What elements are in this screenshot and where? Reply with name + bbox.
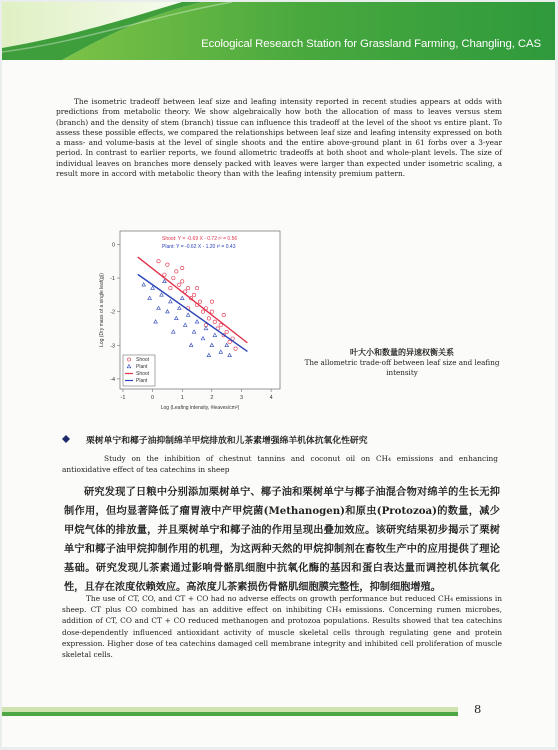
y-axis-label: Log (Dry mass of a single leaf(g)) bbox=[99, 273, 105, 347]
x-axis-label: Log (Leafing intensity, #leaves/cm²) bbox=[160, 405, 240, 411]
chinese-paragraph: 研究发现了日粮中分别添加栗树单宁、椰子油和栗树单宁与椰子油混合物对绵羊的生长无抑制作用，但均显著降低了瘤胃液中产甲烷菌(Methanogen)和原虫(Protozoa)的数量，减少甲烷气体的排放量，并且栗树单宁和椰子油的作用呈现出叠加效应。该研究结果初步揭示了栗树单宁和椰子油甲烷抑制作用的机理，为这两种天然的甲烷抑制剂在畜牧生产中的应用提供了理论基础。研究发现儿茶素通过影响骨骼肌细胞中抗氧化酶的基因和蛋白表达量而调控机体抗氧化性，且存在浓度依赖效应。高浓度儿茶素损伤骨骼肌细胞膜完整性，抑制细胞增殖。 bbox=[64, 486, 500, 593]
intro-paragraph: The isometric tradeoff between leaf size and leafing intensity reported in recent studies appears at odds with predictions from metabolic theory. We show algebraically how both the allocation of mass to leaves versus stem (branch) and the density of stem (branch) tissue can influence this tradeoff at the level of the shoot vs entire plant. To assess these possible effects, we compared the relationships between leaf size and leafing intensity expressed on both a mass- and volume-basis at the level of single shoots and the entire above-ground plant in 61 forbs over a 3-year period. In contrast to earlier reports, we found allometric tradeoffs at both shoot and whole-plant levels. The size of individual leaves on branches more densely packed with leaves were larger than expected under isometric scaling, a result more in accord with metabolic theory than with the leafing intensity premium pattern. bbox=[56, 97, 502, 179]
x-tick-label: -1 bbox=[120, 395, 126, 401]
document-page bbox=[2, 2, 555, 747]
x-tick-label: 4 bbox=[269, 395, 273, 401]
legend-label: Shoot bbox=[136, 357, 150, 363]
x-tick-label: 3 bbox=[239, 395, 244, 401]
x-tick-label: 2 bbox=[210, 395, 214, 401]
plant-equation: Plant: Y = -0.62 X - 1.20 r² = 0.43 bbox=[162, 244, 236, 250]
y-tick-label: -4 bbox=[110, 376, 115, 383]
allometric-scatter-chart bbox=[94, 227, 294, 417]
y-tick-label: -1 bbox=[110, 276, 115, 283]
figure-caption bbox=[302, 347, 502, 377]
x-tick-label: 1 bbox=[180, 395, 184, 401]
legend-label: Shoot bbox=[136, 371, 150, 377]
page-number: 8 bbox=[474, 702, 482, 716]
figure-caption-zh: 叶大小和数量的异速权衡关系 bbox=[350, 347, 454, 357]
y-tick-label: -2 bbox=[110, 309, 115, 316]
figure-caption-en: The allometric trade-off between leaf size and leafing intensity bbox=[304, 358, 500, 377]
section-heading-en: Study on the inhibition of chestnut tannins and coconut oil on CH₄ emissions and enhancing antioxidative effect of tea catechins in sheep bbox=[62, 454, 498, 474]
header-title: Ecological Research Station for Grassland Farming, Changling, CAS bbox=[201, 38, 541, 50]
footer-bar-dark bbox=[2, 712, 458, 716]
header-banner bbox=[2, 2, 555, 60]
legend-label: Plant bbox=[136, 364, 148, 370]
english-paragraph: The use of CT, CO, and CT + CO had no adverse effects on growth performance but reduced CH₄ emissions in sheep. CT plus CO combined has an additive effect on inhibiting CH₄ emissions. Concerning rumen microbes, addition of CT, CO and CT + CO reduced methanogen and protozoa populations. Results showed that tea catechins dose-dependently influenced antioxidant activity of muscle skeletal cells through regulating gene and protein expression. Higher dose of tea catechins damaged cell membrane integrity and inhibited cell proliferation of muscle skeletal cells. bbox=[62, 594, 502, 660]
y-tick-label: 0 bbox=[111, 242, 115, 249]
legend-label: Plant bbox=[136, 378, 148, 384]
x-tick-label: 0 bbox=[151, 395, 155, 401]
diamond-bullet-icon bbox=[62, 435, 70, 443]
section-heading-zh: 栗树单宁和椰子油抑制绵羊甲烷排放和儿茶素增强绵羊机体抗氧化性研究 bbox=[86, 436, 368, 446]
shoot-equation: Shoot: Y = -0.69 X - 0.72 r² = 0.56 bbox=[162, 236, 238, 242]
y-tick-label: -3 bbox=[110, 343, 115, 350]
